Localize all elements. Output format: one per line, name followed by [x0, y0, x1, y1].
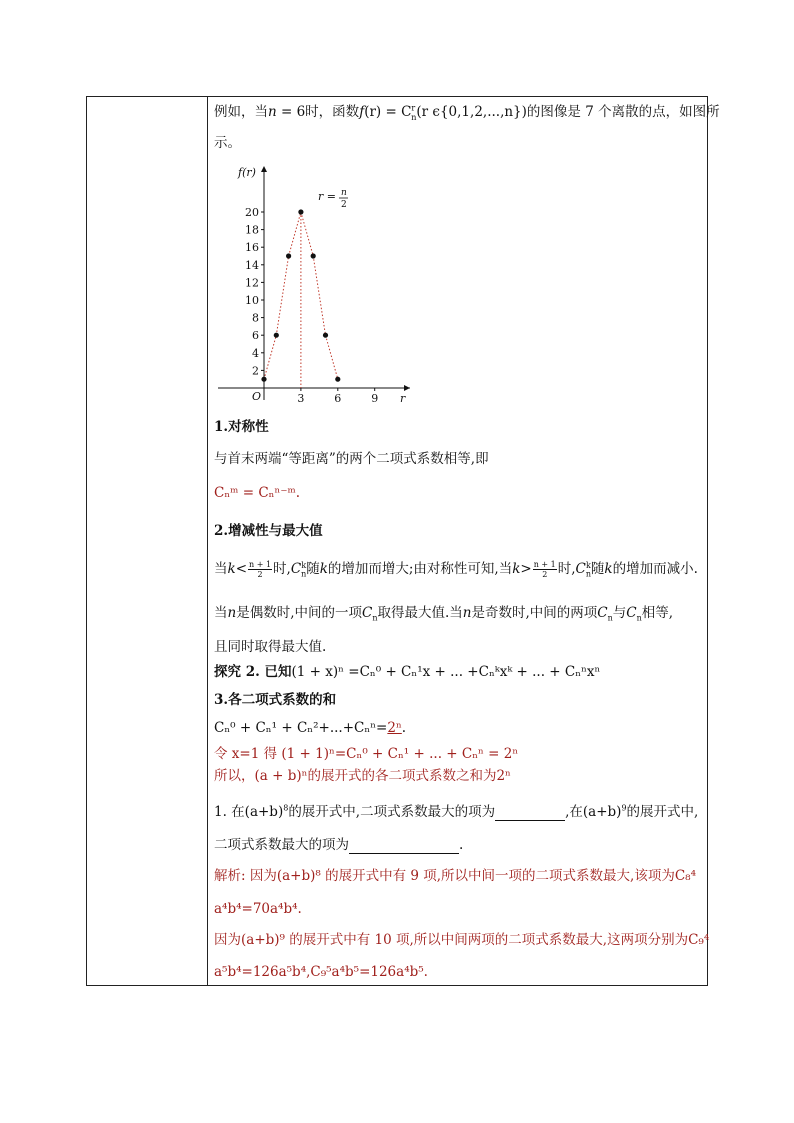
- y-tick-label-8: 8: [252, 311, 259, 325]
- section-2-line-2: 当n是偶数时,中间的一项$C_n$取得最大值.当n是奇数时,中间的两项$C_n$与$C_n$相等,: [214, 605, 674, 623]
- question-1-line-2: 二项式系数最大的项为 .: [214, 837, 464, 853]
- coefficient-sum: Cₙ⁰ + Cₙ¹ + Cₙ²+...+Cₙⁿ=2ⁿ.: [214, 720, 407, 736]
- coefficient-sum-conclusion: 所以，(a + b)ⁿ的展开式的各二项式系数之和为2ⁿ: [214, 768, 511, 784]
- origin-label: O: [252, 390, 262, 403]
- solution-line-1: 解析: 因为(a+b)⁸ 的展开式中有 9 项,所以中间一项的二项式系数最大,该项为C₈⁴: [214, 868, 696, 884]
- explore-2: 探究 2. 已知(1 + x)ⁿ =Cₙ⁰ + Cₙ¹x + ... +Cₙᵏxᵏ + ... + Cₙⁿxⁿ: [214, 664, 601, 680]
- y-tick-label-10: 10: [245, 294, 259, 307]
- y-tick-label-4: 4: [252, 346, 259, 360]
- y-tick-label-16: 16: [245, 241, 259, 255]
- x-tick-label-3: 3: [297, 392, 305, 405]
- annotation-label: r =: [318, 190, 336, 203]
- y-axis-arrow: [261, 166, 267, 172]
- data-point-4: [311, 253, 316, 258]
- y-tick-label-2: 2: [252, 364, 259, 378]
- intro-line-2: 示。: [214, 135, 241, 151]
- annotation-numerator: n: [341, 188, 347, 198]
- answer-blank-2[interactable]: [349, 840, 459, 854]
- solution-line-4: a⁵b⁴=126a⁵b⁴,C₉⁵a⁴b⁵=126a⁴b⁵.: [214, 964, 428, 980]
- y-axis-label: f(r): [238, 166, 256, 179]
- section-2-title: 2.增减性与最大值: [214, 523, 323, 539]
- x-tick-label-6: 6: [334, 392, 342, 405]
- binomial-coefficient-chart: [214, 158, 414, 408]
- section-2-line-3: 且同时取得最大值.: [214, 639, 327, 655]
- solution-line-2: a⁴b⁴=70a⁴b⁴.: [214, 901, 302, 917]
- data-point-0: [261, 377, 266, 382]
- section-2-line-1: 当k< $\frac{n + 1}{2}$ 时$,C_n^k$随k的增加而增大;由对称性可知,当k> $\frac{n + 1}{2}$ 时$,C_n^k$随k的增加而减小.: [214, 560, 698, 579]
- x-axis-arrow: [404, 385, 410, 391]
- section-3-title: 3.各二项式系数的和: [214, 692, 337, 708]
- solution-line-3: 因为(a+b)⁹ 的展开式中有 10 项,所以中间两项的二项式系数最大,这两项分别为C₉⁴: [214, 932, 710, 948]
- section-1-title: 1.对称性: [214, 419, 269, 435]
- answer-blank-1[interactable]: [495, 807, 565, 821]
- annotation-denominator: 2: [341, 200, 347, 210]
- x-tick-label-9: 9: [371, 392, 379, 405]
- data-point-3: [298, 209, 303, 214]
- y-tick-label-14: 14: [245, 258, 259, 272]
- y-tick-label-6: 6: [252, 329, 259, 343]
- let-x-equals-1: 令 x=1 得 (1 + 1)ⁿ=Cₙ⁰ + Cₙ¹ + ... + Cₙⁿ = 2ⁿ: [214, 746, 519, 762]
- column-divider: [207, 97, 208, 985]
- symmetry-formula: Cₙᵐ = Cₙⁿ⁻ᵐ.: [214, 485, 301, 501]
- data-point-2: [286, 253, 291, 258]
- y-tick-label-12: 12: [245, 276, 259, 290]
- question-1-line-1: 1. 在$(a+b)^8$的展开式中,二项式系数最大的项为 ,在$(a+b)^9$的展开式中,: [214, 803, 699, 820]
- y-tick-label-20: 20: [245, 206, 259, 219]
- x-axis-label: r: [400, 392, 406, 405]
- section-1-body: 与首末两端“等距离”的两个二项式系数相等,即: [214, 451, 489, 467]
- data-point-1: [274, 333, 279, 338]
- intro-line-1: 例如，当n = 6时，函数$f(r) = C^r_n(r$ ϵ{0,1,2,...,n})的图像是 7 个离散的点，如图所: [214, 103, 720, 122]
- y-tick-label-18: 18: [245, 223, 259, 237]
- data-point-5: [323, 333, 328, 338]
- data-point-6: [335, 377, 340, 382]
